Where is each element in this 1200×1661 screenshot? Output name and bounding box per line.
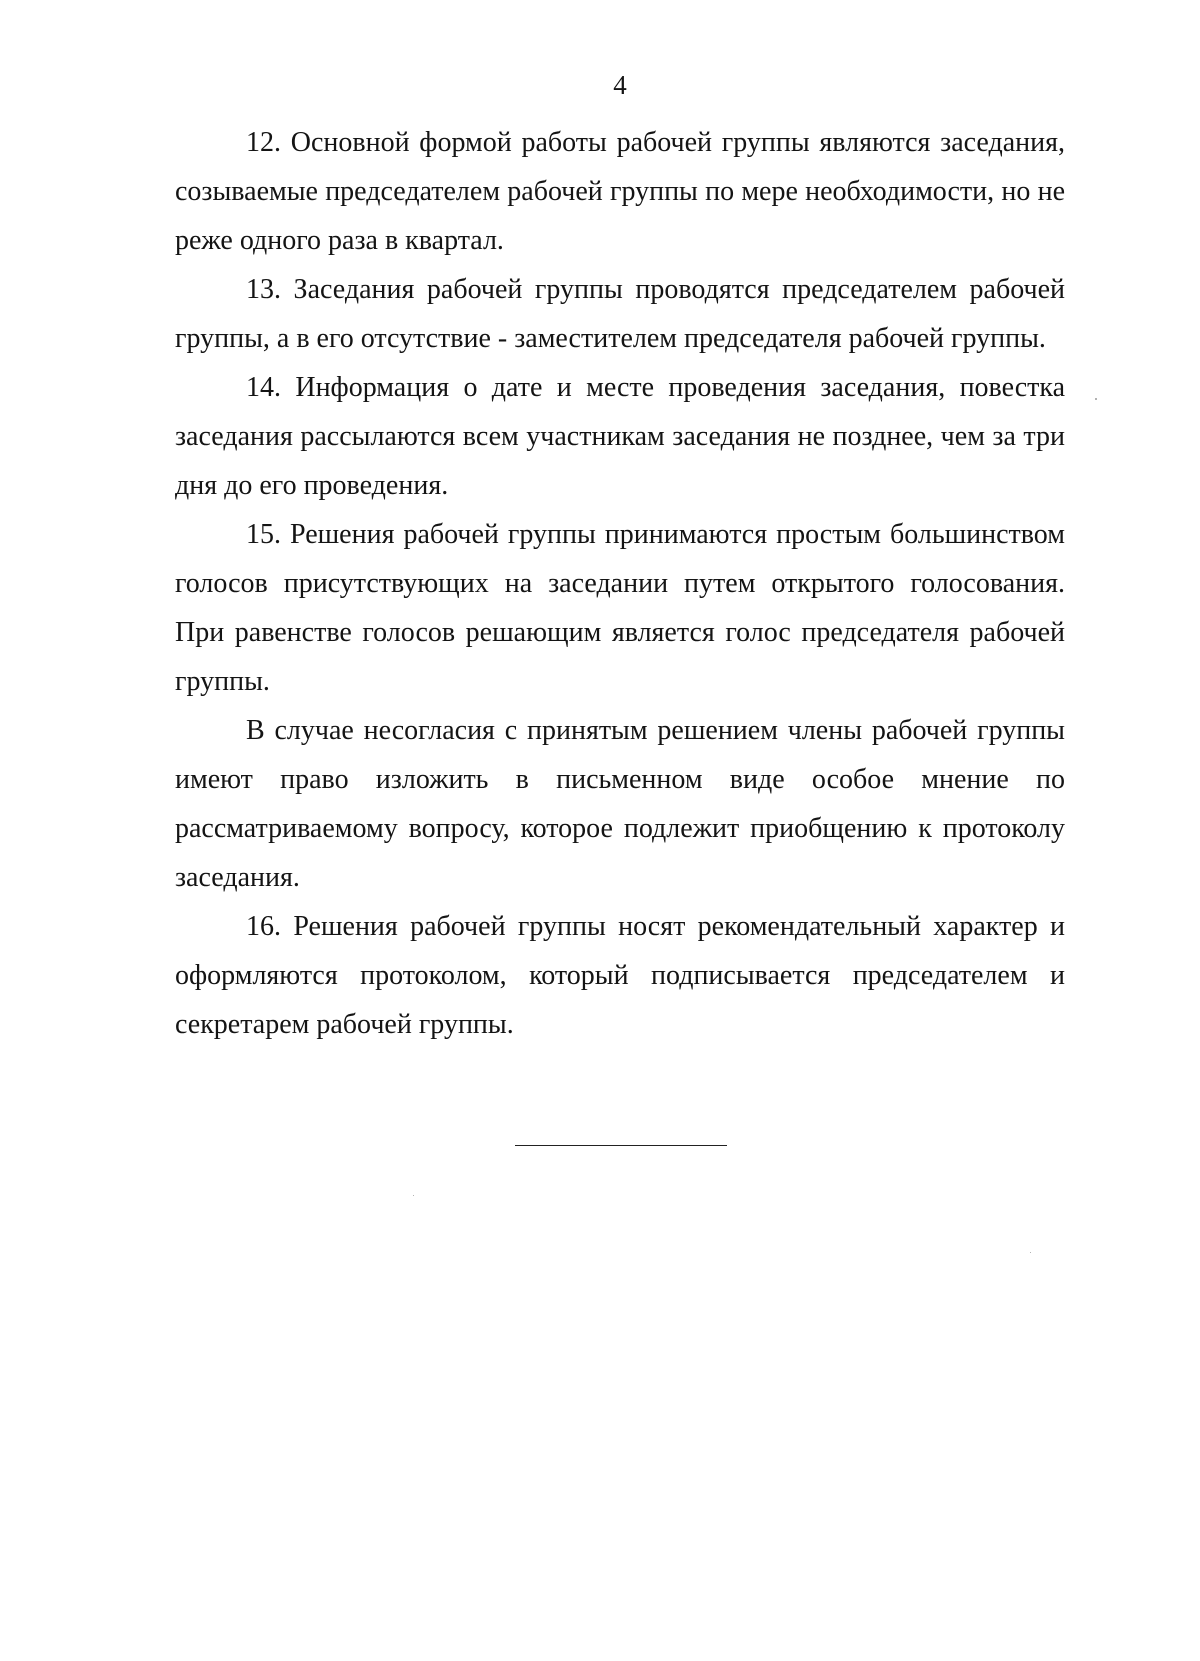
scan-speck bbox=[413, 1195, 414, 1196]
paragraph-14: 14. Информация о дате и месте проведения заседания, повестка заседания рассылаются всем участникам заседания не позднее, чем за три дня до его проведения. bbox=[175, 372, 1065, 501]
end-of-text-rule bbox=[515, 1145, 727, 1146]
paragraph-15-dissent: В случае несогласия с принятым решением члены рабочей группы имеют право изложить в письменном виде особое мнение по рассматриваемому вопросу, которое подлежит приобщению к протоколу заседания. bbox=[175, 715, 1065, 893]
scan-speck bbox=[1030, 1252, 1031, 1253]
document-body bbox=[175, 118, 1065, 1049]
paragraph-15: 15. Решения рабочей группы принимаются простым большинством голосов присутствующих на заседании путем открытого голосования. При равенстве голосов решающим является голос председателя рабочей группы. bbox=[175, 519, 1065, 697]
paragraph-13: 13. Заседания рабочей группы проводятся председателем рабочей группы, а в его отсутствие - заместителем председателя рабочей группы. bbox=[175, 274, 1065, 354]
page-number: 4 bbox=[613, 70, 627, 100]
paragraph-16: 16. Решения рабочей группы носят рекомендательный характер и оформляются протоколом, который подписывается председателем и секретарем рабочей группы. bbox=[175, 911, 1065, 1040]
scan-speck bbox=[1095, 398, 1097, 400]
paragraph-12: 12. Основной формой работы рабочей группы являются заседания, созываемые председателем рабочей группы по мере необходимости, но не реже одного раза в квартал. bbox=[175, 127, 1065, 256]
